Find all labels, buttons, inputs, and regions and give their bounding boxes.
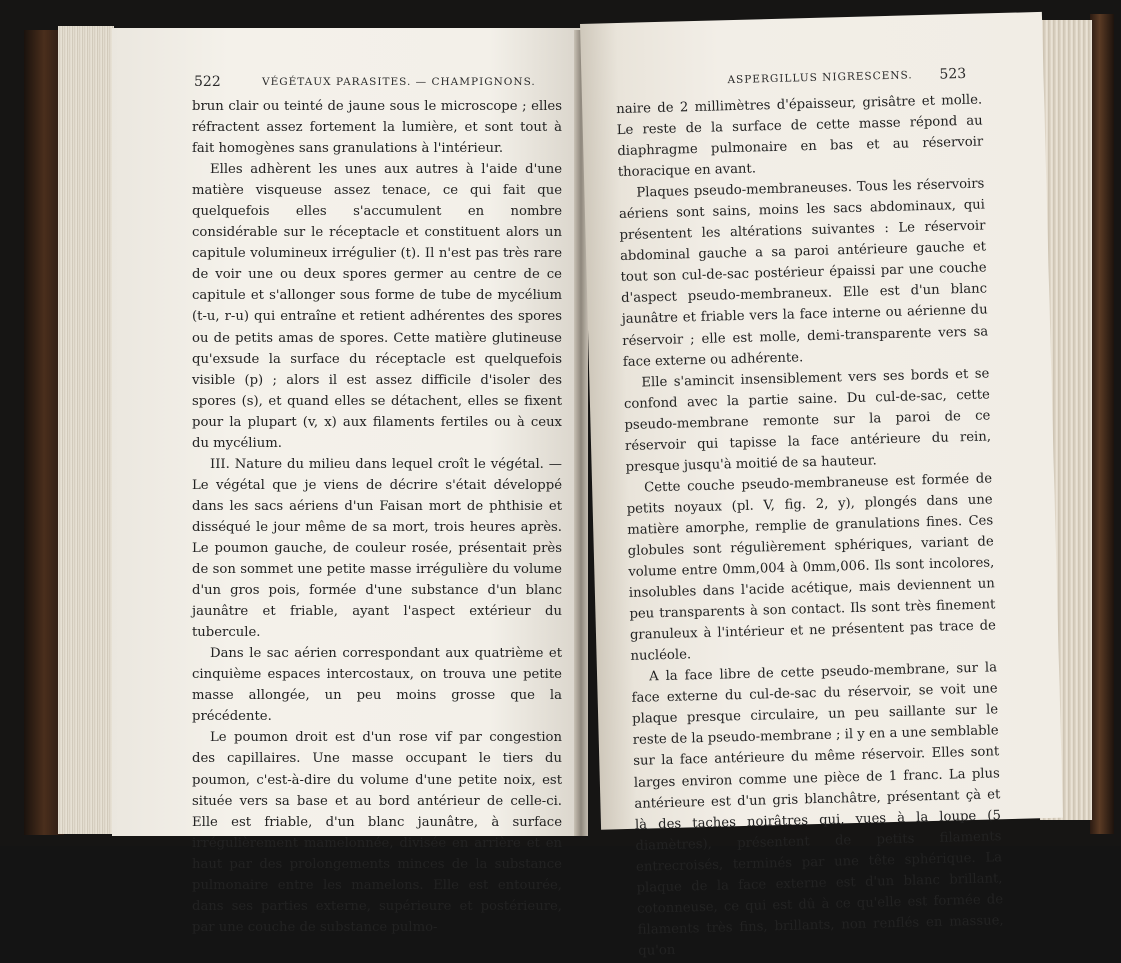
left-paragraph-2: Elles adhèrent les unes aux autres à l'aide d'une matière visqueuse assez tenace, ce qui fait que quelquefois elles s'accumulent en nombre considérable sur le réceptacle et constituent alors un capitule volumineux irrégulier (t). Il n'est pas très rare de voir une ou deux spores germer au centre de ce capitule et s'allonger sous forme de tube de mycélium (t-u, r-u) qui entraîne et retient adhérentes des spores ou de petits amas de spores. Cette matière glutineuse qu'exsude la surface du réceptacle est quelquefois visible (p) ; alors il est assez difficile d'isoler des spores (s), et quand elles se détachent, elles se fixent pour la plupart (v, x) aux filaments fertiles ou à ceux du mycélium. bbox=[192, 162, 562, 451]
left-paragraph-5: Le poumon droit est d'un rose vif par congestion des capillaires. Une masse occupant le tiers du poumon, c'est-à-dire du volume d'une petite noix, est située vers sa base et au bord antérieur de celle-ci. Elle est friable, d'un blanc jaunâtre, à surface irrégulièrement mamelonnée, divisée en arrière et en haut par des prolongements minces de la substance pulmonaire entre les mamelons. Elle est entourée, dans ses parties externe, supérieure et postérieure, par une couche de substance pulmo- bbox=[192, 730, 562, 935]
left-paragraph-1: brun clair ou teinté de jaune sous le microscope ; elles réfractent assez fortement la lumière, et sont tout à fait homogènes sans granulations à l'intérieur. bbox=[192, 99, 562, 157]
left-page-edges bbox=[58, 26, 114, 834]
left-paragraph-3: III. Nature du milieu dans lequel croît le végétal. — Le végétal que je viens de décrire s'était développé dans les sacs aériens d'un Faisan mort de phthisie et disséqué le jour même de sa mort, trois heures après. Le poumon gauche, de couleur rosée, présentait près de son sommet une petite masse irrégulière du volume d'un gros pois, formée d'une substance d'un blanc jaunâtre et friable, ayant l'aspect extérieur du tubercule. bbox=[192, 456, 562, 641]
left-page-text bbox=[192, 96, 562, 938]
right-paragraph-3: Elle s'amincit insensiblement vers ses bords et se confond avec la partie saine. Du cul-de-sac, cette pseudo-membrane remonte sur la paroi de ce réservoir qui tapisse la face antérieure du rein, presque jusqu'à moitié de sa hauteur. bbox=[623, 366, 992, 475]
right-paragraph-1: naire de 2 millimètres d'épaisseur, grisâtre et molle. Le reste de la surface de cette masse répond au diaphragme pulmonaire en bas et au réservoir thoracique en avant. bbox=[616, 92, 984, 181]
left-running-head: VÉGÉTAUX PARASITES. — CHAMPIGNONS. bbox=[262, 76, 536, 88]
left-page-number: 522 bbox=[194, 74, 221, 90]
right-paragraph-2: Plaques pseudo-membraneuses. Tous les réservoirs aériens sont sains, moins les sacs abdominaux, qui présentent les altérations suivantes : Le réservoir abdominal gauche a sa paroi antérieure gauche et tout son cul-de-sac postérieur épaissi par une couche d'aspect pseudo-membraneux. Elle est d'un blanc jaunâtre et friable vers la face interne ou aérienne du réservoir ; elle est molle, demi-transparente vers sa face externe ou adhérente. bbox=[618, 176, 989, 370]
right-page bbox=[580, 12, 1063, 959]
left-page bbox=[112, 28, 584, 935]
right-cover bbox=[1090, 14, 1114, 834]
right-page-number: 523 bbox=[939, 65, 967, 83]
left-paragraph-4: Dans le sac aérien correspondant aux quatrième et cinquième espaces intercostaux, on trouva une petite masse allongée, un peu moins grosse que la précédente. bbox=[192, 646, 562, 725]
right-paragraph-5: A la face libre de cette pseudo-membrane, sur la face externe du cul-de-sac du réservoir, se voit une plaque presque circulaire, un peu saillante sur le reste de la pseudo-membrane ; il y en a une semblable sur la face antérieure du même réservoir. Elles sont larges environ comme une pièce de 1 franc. La plus antérieure est d'un gris blanchâtre, présentant çà et là des taches noirâtres qui, vues à la loupe (5 diamètres), présentent de petits filaments entrecroisés, terminés par une tête sphérique. La plaque de la face externe est d'un blanc brillant, cotonneuse, ce qui est dû à ce qu'elle est formée de filaments très fins, brillants, non renflés en massue, qu'on bbox=[631, 660, 1004, 959]
right-paragraph-4: Cette couche pseudo-membraneuse est formée de petits noyaux (pl. V, fig. 2, y), plongés dans une matière amorphe, remplie de granulations fines. Ces globules sont régulièrement sphériques, variant de volume entre 0mm,004 à 0mm,006. Ils sont incolores, insolubles dans l'acide acétique, mais deviennent un peu transparents à son contact. Ils sont très finement granuleux à l'intérieur et ne présentent pas trace de nucléole. bbox=[626, 471, 997, 665]
right-running-head: ASPERGILLUS NIGRESCENS. bbox=[727, 69, 913, 87]
left-page-header bbox=[112, 28, 584, 90]
right-page-text bbox=[616, 90, 1004, 962]
right-page-header bbox=[580, 12, 1042, 87]
